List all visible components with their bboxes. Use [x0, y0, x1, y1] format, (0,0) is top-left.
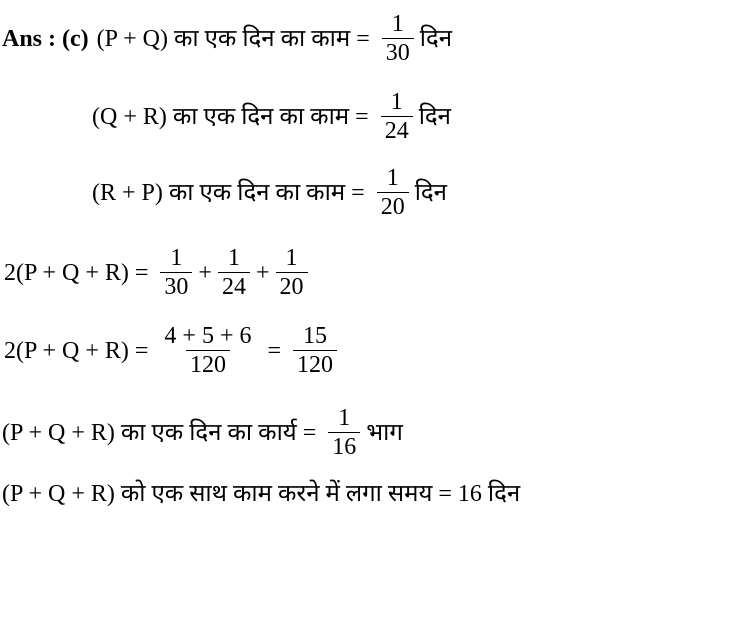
line-5-f1-denominator: 120: [186, 350, 230, 377]
line-4-plus-2: +: [255, 259, 270, 286]
line-1: [2, 12, 452, 65]
line-3-equals: =: [351, 179, 365, 206]
line-6-denominator: 16: [328, 432, 360, 459]
line-1-expression: (P + Q) का एक दिन का काम: [96, 25, 351, 52]
line-5-f1-numerator: 4 + 5 + 6: [164, 323, 252, 349]
line-4-equals: =: [134, 259, 149, 286]
line-3-fraction: [377, 166, 409, 219]
line-6-numerator: 1: [338, 405, 351, 431]
line-4-f3-numerator: 1: [285, 245, 298, 271]
line-4-fraction-2: [218, 246, 250, 299]
line-4-f3-denominator: 20: [276, 272, 308, 299]
line-3-denominator: 20: [377, 192, 409, 219]
line-3-numerator: 1: [386, 165, 399, 191]
line-6-fraction: [328, 406, 360, 459]
line-4: [4, 246, 314, 299]
line-4-f2-denominator: 24: [218, 272, 250, 299]
line-7-text: (P + Q + R) को एक साथ काम करने में लगा समय = 16 दिन: [2, 481, 521, 507]
line-5-equals-2: =: [267, 337, 282, 364]
line-2-equals: =: [355, 103, 369, 130]
line-3-expression: (R + P) का एक दिन का काम: [92, 179, 346, 206]
line-1-denominator: 30: [382, 38, 414, 65]
line-5-equals-1: =: [134, 337, 149, 364]
line-4-fraction-3: [276, 246, 308, 299]
line-1-numerator: 1: [391, 11, 404, 37]
line-2-denominator: 24: [381, 116, 413, 143]
line-5-f2-denominator: 120: [293, 350, 337, 377]
line-1-fraction: [382, 12, 414, 65]
line-5-fraction-2: [293, 324, 337, 377]
line-4-f1-denominator: 30: [160, 272, 192, 299]
line-1-unit: दिन: [419, 25, 453, 52]
line-1-equals: =: [356, 25, 370, 52]
line-3: [92, 166, 447, 219]
line-6-unit: भाग: [366, 419, 403, 446]
line-6-equals: =: [302, 419, 317, 446]
line-5-lhs: 2(P + Q + R): [4, 337, 129, 364]
answer-prefix: Ans : (c): [2, 25, 89, 52]
line-6-expression: (P + Q + R) का एक दिन का कार्य: [2, 419, 297, 446]
line-2-unit: दिन: [418, 103, 451, 130]
line-5-fraction-1: [160, 324, 255, 377]
line-7: [2, 482, 520, 506]
line-6: [2, 406, 403, 459]
line-4-f2-numerator: 1: [227, 245, 240, 271]
line-4-lhs: 2(P + Q + R): [4, 259, 129, 286]
line-2-expression: (Q + R) का एक दिन का काम: [92, 103, 350, 130]
line-4-f1-numerator: 1: [170, 245, 183, 271]
line-2-numerator: 1: [390, 89, 403, 115]
line-2: [92, 90, 451, 143]
line-4-plus-1: +: [198, 259, 212, 286]
line-3-unit: दिन: [414, 179, 447, 206]
line-2-fraction: [381, 90, 413, 143]
line-5: [4, 324, 343, 377]
line-5-f2-numerator: 15: [303, 323, 328, 349]
line-4-fraction-1: [160, 246, 192, 299]
